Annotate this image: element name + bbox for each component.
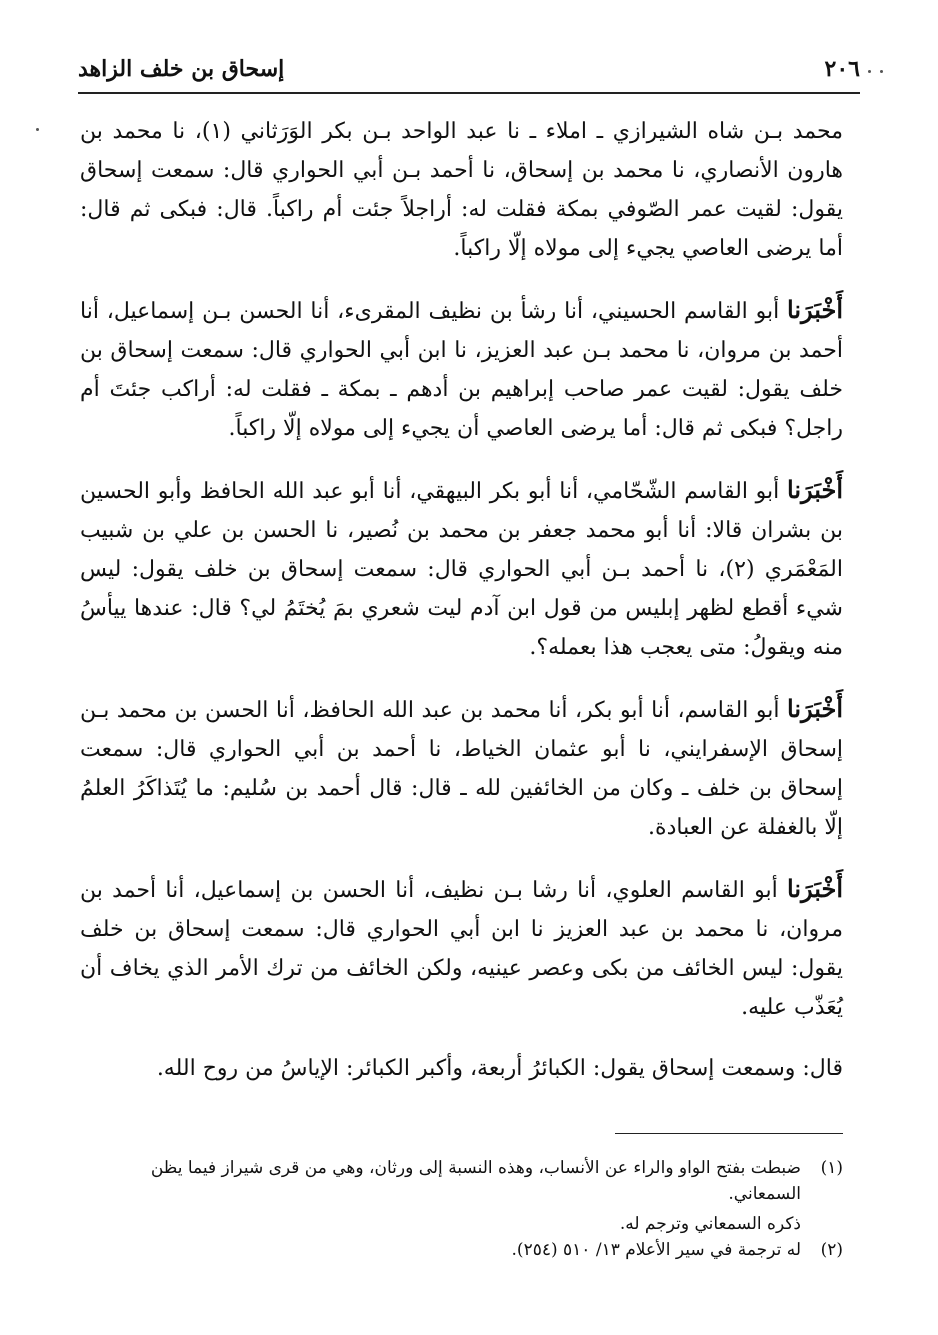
paragraph-lead: أَخْبَرَنا	[787, 694, 844, 723]
footnote-text: ضبطت بفتح الواو والراء عن الأنساب، وهذه النسبة إلى ورثان، وهي من قرى شيراز فيما يظن السمعاني.	[150, 1158, 801, 1204]
scan-speck	[36, 128, 39, 131]
paragraph-lead: أَخْبَرَنا	[787, 874, 843, 903]
footnote-text: له ترجمة في سير الأعلام ١٣/ ٥١٠ (٢٥٤).	[511, 1240, 801, 1260]
footnote-2	[90, 1237, 843, 1263]
paragraph-text: أبو القاسم، أنا أبو بكر، أنا محمد بن عبد الله الحافظ، أنا الحسن بن محمد بـن إسحاق الإسفرايني، نا أبو عثمان الخياط، نا أحمد بن أبي الحواري قال: سمعت إسحاق بن خلف ـ وكان من الخائفين لله ـ قال: قال أحمد بن سُليم: ما يُتَذاكَرُ العلمُ إلّا بالغفلة عن العبادة.	[80, 698, 843, 840]
paragraph-text: محمد بـن شاه الشيرازي ـ املاء ـ نا عبد الواحد بـن بكر الوَرَثاني (١)، نا محمد بن هارون الأنصاري، نا محمد بن إسحاق، نا أحمد بـن أبي الحواري قال: سمعت إسحاق يقول: لقيت عمر الصّوفي بمكة فقلت له: أراجلاً جئت أم راكباً. قال: فبكى ثم قال: أما يرضى العاصي يجيء إلى مولاه إلّا راكباً.	[80, 119, 843, 261]
footnote-marker: (١)	[820, 1158, 843, 1178]
footnote-marker: (٢)	[820, 1240, 843, 1260]
paragraph-2	[80, 290, 843, 448]
scan-speck	[880, 70, 883, 73]
scan-speck	[868, 70, 871, 73]
paragraph-3	[80, 470, 843, 667]
page-header	[78, 52, 860, 94]
paragraph-4	[80, 689, 843, 847]
paragraph-text: أبو القاسم العلوي، أنا رشا بـن نظيف، أنا الحسن بن إسماعيل، أنا أحمد بن مروان، نا محمد بن عبد العزيز نا ابن أبي الحواري قال: سمعت إسحاق بن خلف يقول: ليس الخائف من بكى وعصر عينيه، ولكن الخائف من ترك الأمر الذي يخاف أن يُعَذّب عليه.	[80, 878, 843, 1020]
paragraph-1	[80, 112, 843, 268]
paragraph-text: قال: وسمعت إسحاق يقول: الكبائرُ أربعة، وأكبر الكبائر: الإياسُ من روح الله.	[156, 1056, 843, 1081]
paragraph-lead: أَخْبَرَنا	[787, 475, 843, 504]
footnote-separator	[615, 1133, 843, 1134]
page-number: ٢٠٦	[824, 56, 860, 82]
paragraph-text: أبو القاسم الشّحّامي، أنا أبو بكر البيهقي، أنا أبو عبد الله الحافظ وأبو الحسين بن بشران قالا: أنا أبو محمد جعفر بن محمد بن نُصير، نا الحسن بن علي بن شبيب المَعْمَري (٢)، نا أحمد بـن أبي الحواري قال: سمعت إسحاق بن خلف يقول: ليس شيء أقطع لظهر إبليس من قول ابن آدم ليت شعري بمَ يُختَمُ لي؟ قال: عندها ييأسُ منه ويقولُ: متى يعجب هذا بعمله؟.	[80, 479, 843, 660]
paragraph-text: أبو القاسم الحسيني، أنا رشأ بن نظيف المقرىء، أنا الحسن بـن إسماعيل، أنا أحمد بن مروان، نا محمد بـن عبد العزيز، نا ابن أبي الحواري قال: سمعت إسحاق بن خلف يقول: لقيت عمر صاحب إبراهيم بن أدهم ـ بمكة ـ فقلت له: أراكب جئتَ أم راجل؟ فبكى ثم قال: أما يرضى العاصي أن يجيء إلى مولاه إلّا راكباً.	[80, 299, 843, 441]
footnotes	[90, 1155, 843, 1267]
paragraph-5	[80, 869, 843, 1027]
paragraph-lead: أَخْبَرَنا	[787, 295, 844, 324]
footnote-1-continuation: ذكره السمعاني وترجم له.	[619, 1214, 801, 1234]
paragraph-6	[80, 1049, 843, 1088]
footnote-1	[90, 1155, 843, 1207]
running-title: إسحاق بن خلف الزاهد	[78, 56, 285, 82]
main-text	[80, 112, 843, 1110]
